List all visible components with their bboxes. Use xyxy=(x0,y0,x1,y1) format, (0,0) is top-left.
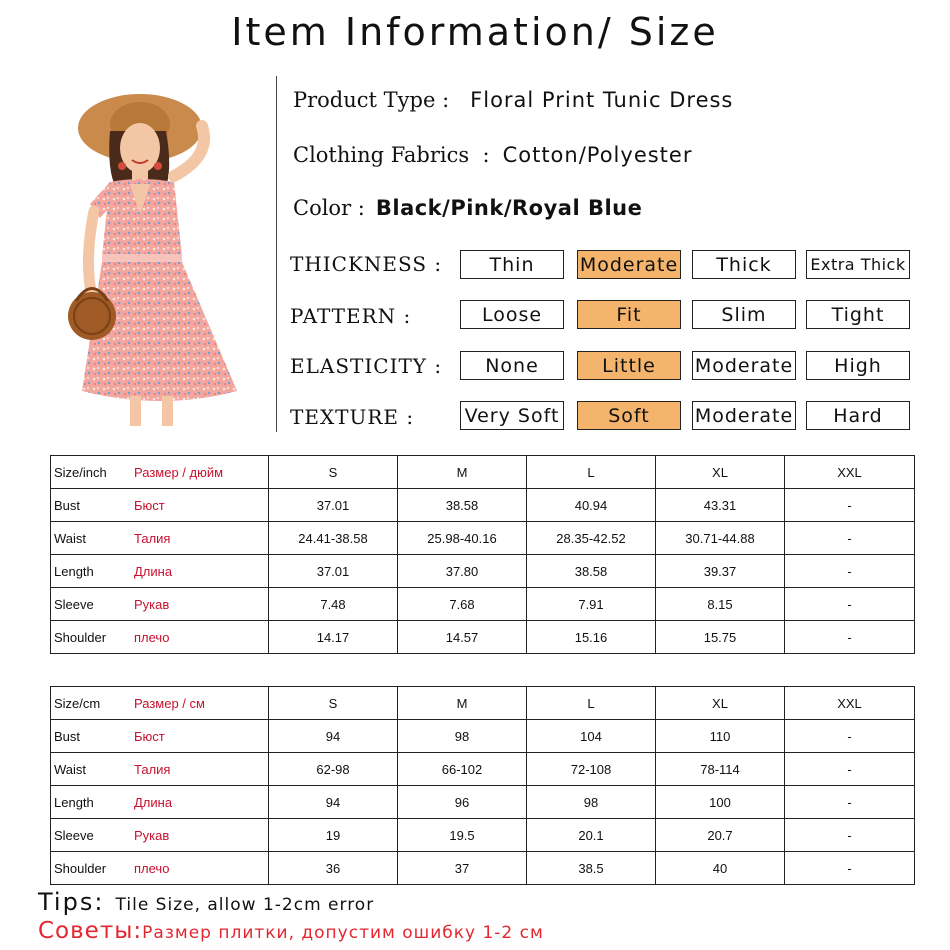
size-header: L xyxy=(527,456,656,489)
row-label-ru: Бюст xyxy=(134,728,165,744)
color-value: Black/Pink/Royal Blue xyxy=(375,196,643,220)
row-label xyxy=(51,753,269,786)
size-header: XXL xyxy=(785,687,915,720)
tips-russian-line xyxy=(38,918,544,944)
header-label-cell xyxy=(51,687,269,720)
thickness-option-moderate-selected: Moderate xyxy=(577,250,681,279)
table-cell: 28.35-42.52 xyxy=(527,522,656,555)
table-cell: - xyxy=(785,720,915,753)
header-label-cell xyxy=(51,456,269,489)
table-cell: 104 xyxy=(527,720,656,753)
table-cell: 37.01 xyxy=(269,555,398,588)
row-label xyxy=(51,819,269,852)
tips-text: Tile Size, allow 1-2cm error xyxy=(115,895,375,915)
fabrics-value: Cotton/Polyester xyxy=(502,143,693,167)
size-header: L xyxy=(527,687,656,720)
product-type-label: Product Type : xyxy=(293,88,450,112)
row-label-ru: плечо xyxy=(134,860,170,876)
table-cell: 8.15 xyxy=(656,588,785,621)
row-label-en: Bust xyxy=(54,497,81,513)
row-label-en: Length xyxy=(54,563,94,579)
row-label-ru: Талия xyxy=(134,761,171,777)
size-header: S xyxy=(269,687,398,720)
row-label-ru: Талия xyxy=(134,530,171,546)
size-header: XXL xyxy=(785,456,915,489)
table-cell: 15.16 xyxy=(527,621,656,654)
color-row xyxy=(293,196,642,221)
table-cell: 19.5 xyxy=(398,819,527,852)
thickness-option-thin: Thin xyxy=(460,250,564,279)
size-table-cm xyxy=(50,686,915,885)
table-cell: 43.31 xyxy=(656,489,785,522)
table-cell: 94 xyxy=(269,786,398,819)
elasticity-option-none: None xyxy=(460,351,564,380)
table-cell: 96 xyxy=(398,786,527,819)
row-label-en: Bust xyxy=(54,728,81,744)
header-en: Size/cm xyxy=(54,695,101,711)
table-cell: 25.98-40.16 xyxy=(398,522,527,555)
thickness-option-thick: Thick xyxy=(692,250,796,279)
size-header: M xyxy=(398,687,527,720)
table-cell: - xyxy=(785,786,915,819)
table-cell: 36 xyxy=(269,852,398,885)
table-cell: 24.41-38.58 xyxy=(269,522,398,555)
row-label xyxy=(51,522,269,555)
model-photo xyxy=(62,86,262,426)
table-cell: 38.58 xyxy=(527,555,656,588)
size-header: XL xyxy=(656,687,785,720)
row-label-en: Length xyxy=(54,794,94,810)
texture-label: TEXTURE : xyxy=(290,405,415,429)
table-row xyxy=(51,753,915,786)
table-cell: 40 xyxy=(656,852,785,885)
table-cell: 7.91 xyxy=(527,588,656,621)
table-cell: - xyxy=(785,852,915,885)
row-label-ru: Рукав xyxy=(134,827,170,843)
table-cell: - xyxy=(785,753,915,786)
color-label: Color : xyxy=(293,196,365,220)
row-label xyxy=(51,489,269,522)
table-cell: 37.01 xyxy=(269,489,398,522)
header-ru: Размер / см xyxy=(134,695,205,711)
table-row xyxy=(51,621,915,654)
elasticity-label: ELASTICITY : xyxy=(290,354,443,378)
table-cell: 38.5 xyxy=(527,852,656,885)
table-header-row xyxy=(51,456,915,489)
elasticity-option-high: High xyxy=(806,351,910,380)
row-label-en: Sleeve xyxy=(54,827,94,843)
texture-option-very-soft: Very Soft xyxy=(460,401,564,430)
table-cell: - xyxy=(785,588,915,621)
table-cell: 7.68 xyxy=(398,588,527,621)
row-label xyxy=(51,786,269,819)
table-cell: 98 xyxy=(398,720,527,753)
table-cell: 14.17 xyxy=(269,621,398,654)
table-cell: 78-114 xyxy=(656,753,785,786)
row-label-en: Shoulder xyxy=(54,860,107,876)
pattern-option-slim: Slim xyxy=(692,300,796,329)
table-cell: 15.75 xyxy=(656,621,785,654)
table-row xyxy=(51,489,915,522)
tips-heading: Tips: xyxy=(38,888,105,916)
table-cell: 14.57 xyxy=(398,621,527,654)
row-label-ru: Рукав xyxy=(134,596,170,612)
tips-russian-heading: Советы: xyxy=(38,918,143,944)
table-row xyxy=(51,588,915,621)
table-cell: 30.71-44.88 xyxy=(656,522,785,555)
table-cell: 40.94 xyxy=(527,489,656,522)
page-title: Item Information/ Size xyxy=(231,10,719,54)
table-cell: 7.48 xyxy=(269,588,398,621)
product-type-row xyxy=(293,88,733,113)
row-label xyxy=(51,621,269,654)
header-en: Size/inch xyxy=(54,464,107,480)
table-cell: 19 xyxy=(269,819,398,852)
table-cell: - xyxy=(785,819,915,852)
row-label-ru: Длина xyxy=(134,563,173,579)
table-cell: - xyxy=(785,489,915,522)
table-cell: 110 xyxy=(656,720,785,753)
table-cell: 100 xyxy=(656,786,785,819)
table-row xyxy=(51,555,915,588)
row-label-en: Sleeve xyxy=(54,596,94,612)
row-label xyxy=(51,555,269,588)
size-header: M xyxy=(398,456,527,489)
row-label xyxy=(51,588,269,621)
thickness-option-extra-thick: Extra Thick xyxy=(806,250,910,279)
table-row xyxy=(51,852,915,885)
table-cell: 38.58 xyxy=(398,489,527,522)
table-cell: 37.80 xyxy=(398,555,527,588)
row-label xyxy=(51,852,269,885)
table-header-row xyxy=(51,687,915,720)
table-cell: 20.7 xyxy=(656,819,785,852)
size-header: S xyxy=(269,456,398,489)
table-row xyxy=(51,786,915,819)
table-cell: 37 xyxy=(398,852,527,885)
texture-option-hard: Hard xyxy=(806,401,910,430)
thickness-label: THICKNESS : xyxy=(290,252,443,276)
tips-russian-text: Размер плитки, допустим ошибку 1-2 см xyxy=(142,923,544,943)
table-row xyxy=(51,720,915,753)
row-label-ru: Длина xyxy=(134,794,173,810)
fabrics-row xyxy=(293,143,692,168)
row-label-en: Shoulder xyxy=(54,629,107,645)
table-cell: - xyxy=(785,555,915,588)
table-cell: - xyxy=(785,621,915,654)
table-cell: 39.37 xyxy=(656,555,785,588)
texture-option-soft-selected: Soft xyxy=(577,401,681,430)
row-label-ru: Бюст xyxy=(134,497,165,513)
header-ru: Размер / дюйм xyxy=(134,464,224,480)
row-label xyxy=(51,720,269,753)
elasticity-option-little-selected: Little xyxy=(577,351,681,380)
table-cell: 98 xyxy=(527,786,656,819)
row-label-en: Waist xyxy=(54,530,87,546)
pattern-label: PATTERN : xyxy=(290,304,412,328)
table-cell: 72-108 xyxy=(527,753,656,786)
elasticity-option-moderate: Moderate xyxy=(692,351,796,380)
table-cell: 62-98 xyxy=(269,753,398,786)
size-table-inch xyxy=(50,455,915,654)
table-cell: 20.1 xyxy=(527,819,656,852)
texture-option-moderate: Moderate xyxy=(692,401,796,430)
tips-line xyxy=(38,888,374,916)
row-label-en: Waist xyxy=(54,761,87,777)
pattern-option-loose: Loose xyxy=(460,300,564,329)
product-type-value: Floral Print Tunic Dress xyxy=(470,88,734,112)
fabrics-label: Clothing Fabrics : xyxy=(293,143,490,167)
row-label-ru: плечо xyxy=(134,629,170,645)
pattern-option-fit-selected: Fit xyxy=(577,300,681,329)
pattern-option-tight: Tight xyxy=(806,300,910,329)
divider-line xyxy=(276,76,277,432)
table-cell: 66-102 xyxy=(398,753,527,786)
table-cell: - xyxy=(785,522,915,555)
table-cell: 94 xyxy=(269,720,398,753)
table-row xyxy=(51,819,915,852)
size-header: XL xyxy=(656,456,785,489)
table-row xyxy=(51,522,915,555)
